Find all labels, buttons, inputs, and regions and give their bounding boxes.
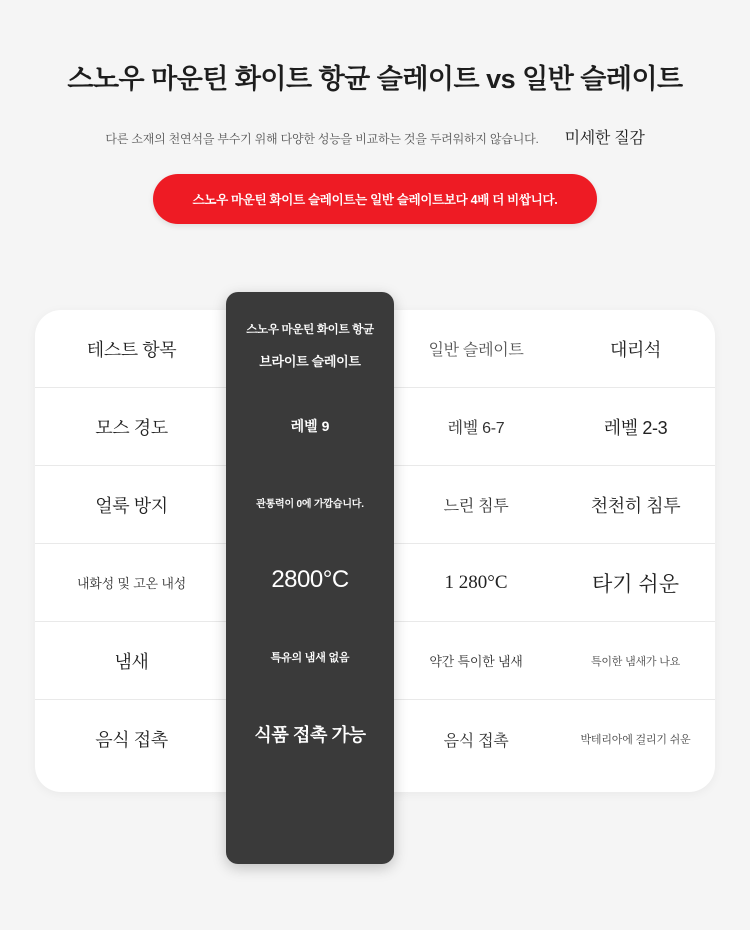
- cell-normal: 1 280°C: [444, 571, 508, 593]
- page-subnote: 미세한 질감: [564, 130, 645, 148]
- page-header: [0, 0, 750, 148]
- header-cell-item: 테스트 항목: [86, 339, 177, 360]
- highlight-header-line2: 브라이트 슬레이트: [259, 354, 361, 370]
- cell-normal: 느린 침투: [443, 498, 509, 516]
- page-subtitle: 다른 소재의 천연석을 부수기 위해 다양한 성능을 비교하는 것을 두려워하지 않습니다.: [105, 132, 539, 147]
- highlight-column: [226, 292, 394, 864]
- cell-normal: 약간 특이한 냄새: [429, 654, 523, 670]
- cell-marble: 타기 쉬운: [592, 572, 679, 596]
- highlight-cell: 2800°C: [271, 565, 349, 593]
- header-cell-normal: 일반 슬레이트: [428, 342, 524, 360]
- cell-marble: 레벨 2-3: [603, 417, 668, 438]
- highlight-header: [226, 292, 394, 387]
- price-banner: 스노우 마운틴 화이트 슬레이트는 일반 슬레이트보다 4배 더 비쌉니다.: [153, 174, 598, 224]
- highlight-cell: 관통력이 0에 가깝습니다.: [256, 499, 364, 511]
- cell-normal: 레벨 6-7: [447, 420, 505, 438]
- highlight-cell: 식품 접촉 가능: [254, 724, 366, 745]
- header-cell-marble: 대리석: [610, 339, 661, 360]
- cell-marble: 특이한 냄새가 나요: [590, 655, 681, 668]
- subtitle-row: [0, 125, 750, 148]
- cell-item: 음식 접촉: [95, 730, 168, 751]
- highlight-header-line1: 스노우 마운틴 화이트 항균: [246, 324, 374, 337]
- cell-item: 모스 경도: [95, 417, 168, 438]
- cell-marble: 박테리아에 걸리기 쉬운: [580, 734, 691, 747]
- highlight-cell: 특유의 냄새 없음: [270, 651, 350, 664]
- comparison-table: [35, 292, 715, 792]
- highlight-cell: 레벨 9: [290, 417, 330, 434]
- cell-normal: 음식 접촉: [443, 732, 509, 750]
- banner-wrap: [0, 174, 750, 224]
- cell-marble: 천천히 침투: [590, 495, 681, 516]
- cell-item: 얼룩 방지: [95, 495, 168, 516]
- cell-item: 냄새: [114, 651, 149, 672]
- cell-item: 내화성 및 고온 내성: [76, 576, 187, 592]
- page-title: 스노우 마운틴 화이트 항균 슬레이트 vs 일반 슬레이트: [67, 64, 683, 94]
